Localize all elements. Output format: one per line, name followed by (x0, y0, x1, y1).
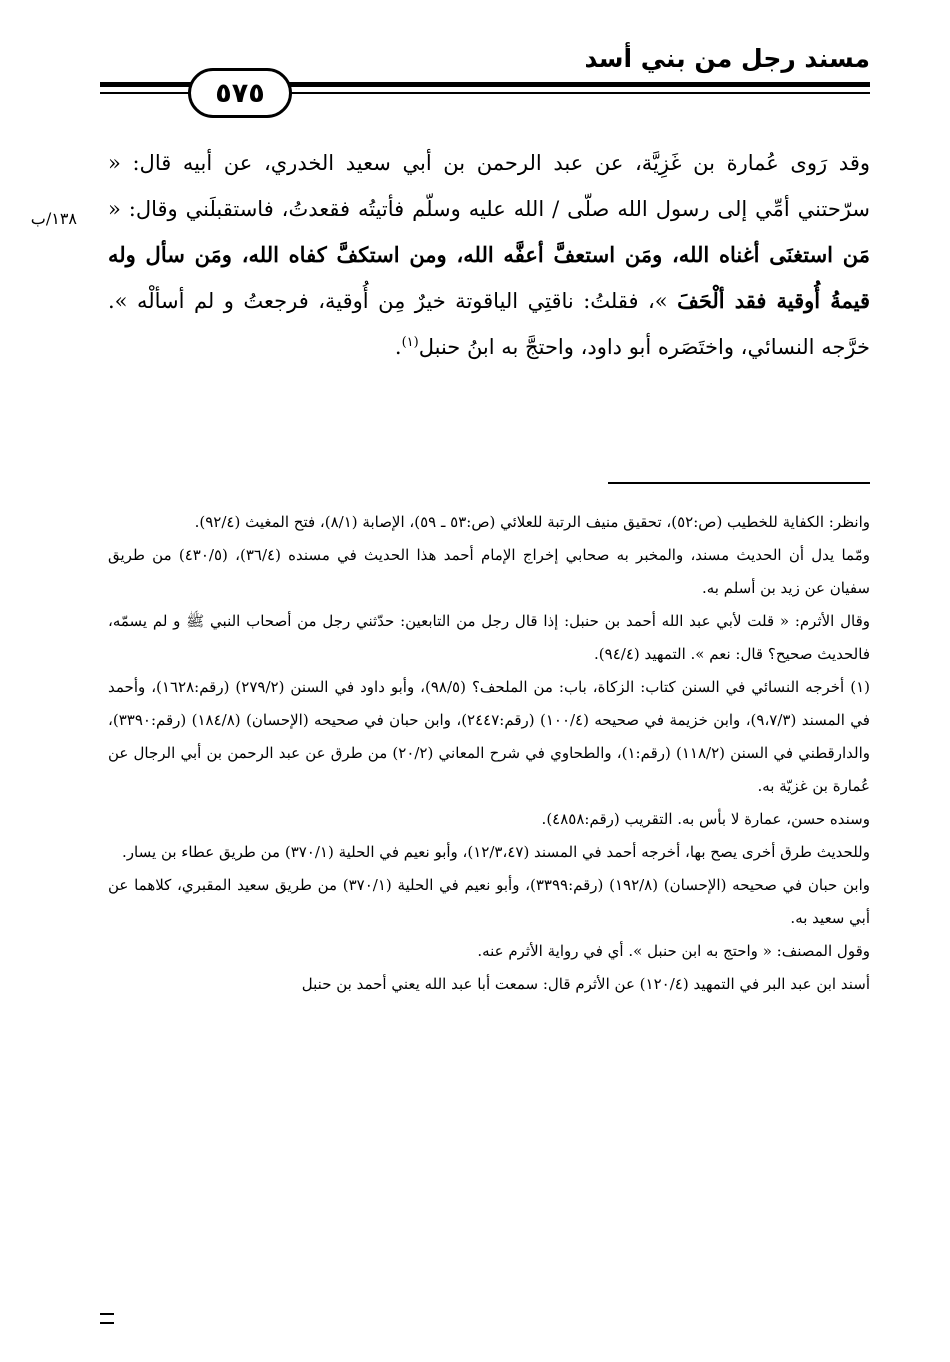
footnotes (108, 506, 870, 1001)
footnote-paragraph: ومّما يدل أن الحديث مسند، والمخبر به صحابي إخراج الإمام أحمد هذا الحديث في مسنده (٣٦/٤)، (٤٣٠/٥) من طريق سفيان عن زيد بن أسلم به. (108, 546, 870, 597)
footnote-paragraph: وسنده حسن، عمارة لا بأس به. التقريب (رقم:٤٨٥٨). (541, 810, 870, 828)
footnote-paragraph: (١) أخرجه النسائي في السنن كتاب: الزكاة، باب: من الملحف؟ (٩٨/٥)، وأبو داود في السنن (٢٧٩/٢) (رقم:١٦٢٨)، وأحمد في المسند (٩،٧/٣)، وابن خزيمة في صحيحه (١٠٠/٤) (رقم:٢٤٤٧)، وابن حبان في صحيحه (الإحسان) (١٨٤/٨) (رقم:٣٣٩٠)، والدارقطني في السنن (١١٨/٢) (رقم:١)، والطحاوي في شرح المعاني (٢٠/٢) من طرق عن عبد الرحمن بن أبي الرجال عن عُمارة بن غزيّة به. (108, 678, 870, 795)
main-text (108, 140, 870, 370)
footnote-paragraph: وابن حبان في صحيحه (الإحسان) (١٩٢/٨) (رقم:٣٣٩٩)، وأبو نعيم في الحلية (٣٧٠/١) من طريق سعيد المقبري، كلاهما عن أبي سعيد به. (108, 876, 870, 927)
main-text-opening: وقد رَوى عُمارة بن غَزِيَّة، عن عبد الرحمن بن أبي سعيد الخدري، عن أبيه قال: « سرّحتني أمِّي إلى رسول الله صلّى / الله عليه وسلّم فأتيتُه فقعدتُ، فاستقبلَني وقال: « (108, 151, 870, 221)
hadith-text: مَن استغنَى أغناه الله، ومَن استعفَّ أعفَّه الله، ومن استكفَّ كفاه الله، ومَن سأل وله قيمةُ أُوقية فقد ألْحَفَ (108, 242, 871, 313)
footnote-marker[interactable]: (١) (401, 335, 419, 350)
footnote-paragraph: أسند ابن عبد البر في التمهيد (١٢٠/٤) عن الأثرم قال: سمعت أبا عبد الله يعني أحمد بن حنبل (301, 975, 870, 993)
main-text-continuation: »، فقلتُ: ناقتِي الياقوتة خيرٌ مِن أُوقية، فرجعتُ و لم أسألْه ». خرَّجه النسائي، واختَصَره أبو داود، واحتجَّ به ابنُ حنبل (108, 289, 870, 359)
manuscript-folio-note: ١٣٨/ب (30, 209, 77, 228)
footnote-paragraph: وللحديث طرق أخرى يصح بها، أخرجه أحمد في المسند (١٢/٣،٤٧)، وأبو نعيم في الحلية (٣٧٠/١) من طريق عطاء بن يسار. (122, 843, 870, 861)
footnote-separator (608, 482, 870, 484)
continuation-mark (100, 1313, 114, 1324)
footnote-paragraph: وقال الأثرم: « قلت لأبي عبد الله أحمد بن حنبل: إذا قال رجل من التابعين: حدّثني رجل من أصحاب النبي ﷺ و لم يسمّه، فالحديث صحيح؟ قال: نعم ». التمهيد (٩٤/٤). (108, 612, 870, 663)
page-number-badge: ٥٧٥ (188, 68, 292, 118)
footnote-paragraph: وانظر: الكفاية للخطيب (ص:٥٢)، تحقيق منيف الرتبة للعلائي (ص:٥٣ ـ ٥٩)، الإصابة (٨/١)، فتح المغيث (٩٢/٤). (194, 513, 870, 531)
running-head-title: مسند رجل من بني أسد (584, 44, 870, 73)
main-text-end: . (394, 335, 402, 359)
footnote-paragraph: وقول المصنف: « واحتج به ابن حنبل ». أي في رواية الأثرم عنه. (477, 942, 870, 960)
